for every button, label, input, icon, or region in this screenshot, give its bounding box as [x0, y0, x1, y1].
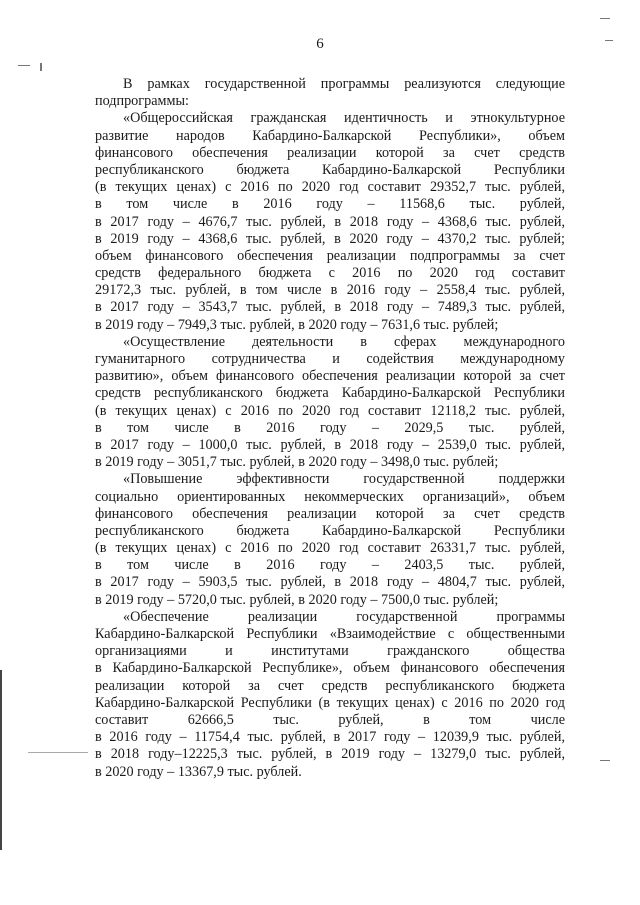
text-line: в 2017 году – 4676,7 тыс. рублей, в 2018 году – 4368,6 тыс. рублей,	[95, 213, 565, 230]
text-line: в 2019 году – 7949,3 тыс. рублей, в 2020 году – 7631,6 тыс. рублей;	[95, 316, 499, 333]
scan-mark	[28, 752, 88, 753]
text-line: республиканского бюджета Кабардино-Балкарской Республики	[95, 161, 565, 178]
text-line: Кабардино-Балкарской Республики (в текущих ценах) с 2016 по 2020 год	[95, 694, 565, 711]
scan-mark	[600, 760, 610, 761]
scan-mark	[600, 18, 610, 19]
text-line: составит 62666,5 тыс. рублей, в том числе	[95, 712, 565, 728]
text-line: в 2017 году – 3543,7 тыс. рублей, в 2018 году – 7489,3 тыс. рублей,	[95, 299, 565, 316]
text-line: (в текущих ценах) с 2016 по 2020 год составит 12118,2 тыс. рублей,	[95, 402, 565, 419]
text-line: в том числе в 2016 году – 2403,5 тыс. рублей,	[95, 557, 565, 574]
text-line: средств федерального бюджета с 2016 по 2020 год составит	[95, 265, 565, 282]
text-line: реализации которой за счет средств республиканского бюджета	[95, 677, 565, 694]
text-line: в 2018 году–12225,3 тыс. рублей, в 2019 году – 13279,0 тыс. рублей,	[95, 746, 565, 763]
page-number: 6	[316, 36, 324, 52]
scan-mark	[0, 670, 2, 850]
text-line: республиканского бюджета Кабардино-Балкарской Республики	[95, 522, 565, 539]
text-line: средств республиканского бюджета Кабардино-Балкарской Республики	[95, 385, 565, 402]
text-line: «Общероссийская гражданская идентичность и этнокультурное	[123, 110, 565, 127]
text-line: развитию», объем финансового обеспечения реализации которой за счет	[95, 368, 565, 385]
text-line: в 2020 году – 13367,9 тыс. рублей.	[95, 763, 302, 780]
text-line: в том числе в 2016 году – 11568,6 тыс. рублей,	[95, 196, 565, 213]
scan-mark	[605, 40, 613, 41]
text-line: «Повышение эффективности государственной поддержки	[123, 471, 565, 488]
text-line: в 2019 году – 5720,0 тыс. рублей, в 2020 году – 7500,0 тыс. рублей;	[95, 591, 499, 608]
text-line: В рамках государственной программы реализуются следующие	[123, 76, 565, 92]
text-line: гуманитарного сотрудничества и содействия международному	[95, 351, 565, 368]
text-line: «Осуществление деятельности в сферах международного	[123, 333, 565, 350]
text-line: «Обеспечение реализации государственной программы	[123, 608, 565, 625]
text-line: 29172,3 тыс. рублей, в том числе в 2016 году – 2558,4 тыс. рублей,	[95, 282, 565, 299]
text-line: в 2017 году – 5903,5 тыс. рублей, в 2018 году – 4804,7 тыс. рублей,	[95, 574, 565, 591]
text-line: подпрограммы:	[95, 93, 189, 110]
text-line: финансового обеспечения реализации которой за счет средств	[95, 505, 565, 522]
text-line: (в текущих ценах) с 2016 по 2020 год составит 26331,7 тыс. рублей,	[95, 540, 565, 557]
text-line: социально ориентированных некоммерческих организаций», объем	[95, 488, 565, 505]
text-line: развитие народов Кабардино-Балкарской Республики», объем	[95, 127, 565, 144]
text-line: организациями и институтами гражданского общества	[95, 643, 565, 660]
text-line: в 2019 году – 3051,7 тыс. рублей, в 2020 году – 3498,0 тыс. рублей;	[95, 454, 499, 471]
scan-mark	[40, 63, 42, 71]
text-line: Кабардино-Балкарской Республики «Взаимодействие с общественными	[95, 626, 565, 643]
text-line: финансового обеспечения реализации которой за счет средств	[95, 144, 565, 161]
text-line: в 2017 году – 1000,0 тыс. рублей, в 2018 году – 2539,0 тыс. рублей,	[95, 436, 565, 453]
text-line: (в текущих ценах) с 2016 по 2020 год составит 29352,7 тыс. рублей,	[95, 179, 565, 196]
text-line: в том числе в 2016 году – 2029,5 тыс. рублей,	[95, 419, 565, 436]
text-line: в 2016 году – 11754,4 тыс. рублей, в 2017 году – 12039,9 тыс. рублей,	[95, 729, 565, 746]
scan-mark	[18, 65, 30, 66]
text-line: в Кабардино-Балкарской Республике», объем финансового обеспечения	[95, 660, 565, 677]
body-text	[95, 76, 565, 781]
text-line: в 2019 году – 4368,6 тыс. рублей, в 2020 году – 4370,2 тыс. рублей;	[95, 230, 565, 247]
text-line: объем финансового обеспечения реализации подпрограммы за счет	[95, 247, 565, 264]
